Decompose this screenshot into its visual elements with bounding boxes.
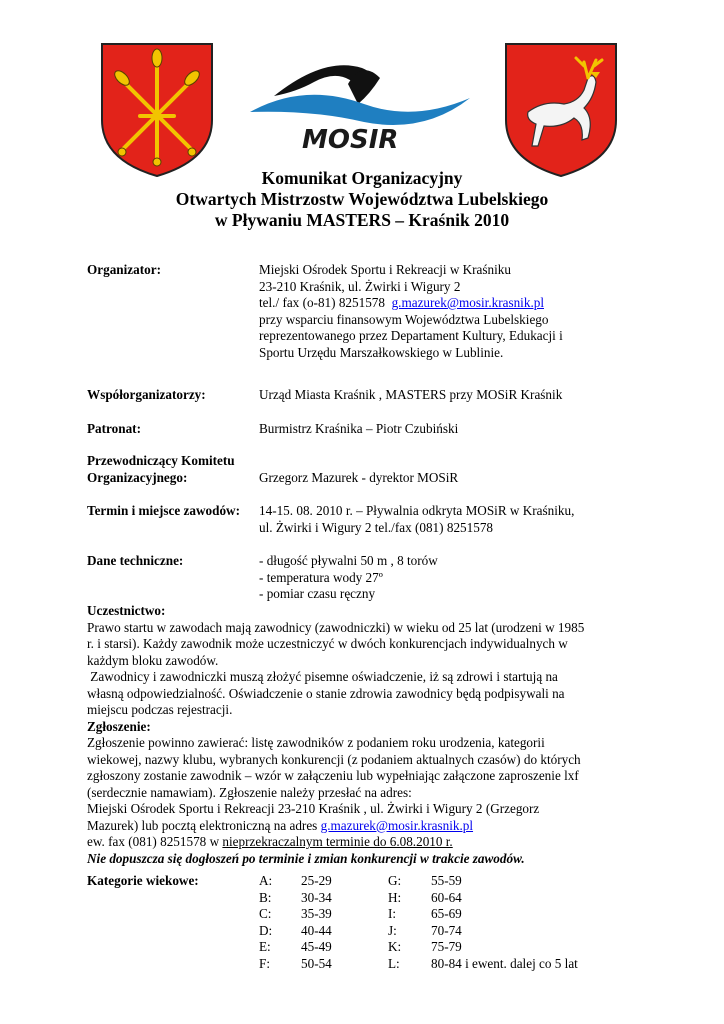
kategoria-cell: I: (388, 906, 397, 922)
patronat-value: Burmistrz Kraśnika – Piotr Czubiński (259, 421, 459, 436)
uczestnictwo-line: Prawo startu w zawodach mają zawodnicy (zawodniczki) w wieku od 25 lat (urodzeni w 1985 (87, 619, 585, 635)
organizator-tel: tel./ fax (o-81) 8251578 (259, 295, 385, 310)
zgloszenie-line: (serdecznie namawiam). Zgłoszenie należy przesłać na adres: (87, 784, 412, 800)
title-line-1: Komunikat Organizacyjny (261, 168, 463, 188)
kategoria-cell: B: (259, 889, 272, 905)
przewodniczacy-label (87, 453, 235, 486)
document-title (0, 168, 724, 231)
title-line-2: Otwartych Mistrzostw Województwa Lubelskiego (175, 189, 549, 209)
organizator-line: przy wsparciu finansowym Województwa Lubelskiego (259, 311, 549, 327)
kategoria-cell: C: (259, 906, 272, 922)
dane-label: Dane techniczne: (87, 553, 184, 568)
zgloszenie-email-link[interactable]: g.mazurek@mosir.krasnik.pl (320, 817, 474, 833)
termin-label: Termin i miejsce zawodów: (87, 503, 240, 518)
kategoria-cell: 45-49 (301, 939, 332, 955)
termin-line: ul. Żwirki i Wigury 2 tel./fax (081) 8251578 (259, 519, 494, 535)
zgloszenie-line: Miejski Ośrodek Sportu i Rekreacji 23-210 Kraśnik , ul. Żwirki i Wigury 2 (Grzegorz (87, 801, 540, 816)
kategoria-cell: 75-79 (431, 939, 462, 955)
organizator-contact (259, 295, 563, 312)
kategoria-cell: 55-59 (431, 873, 462, 888)
dane-line: - pomiar czasu ręczny (259, 586, 376, 601)
patronat-label: Patronat: (87, 421, 141, 436)
kategoria-cell: 35-39 (301, 906, 332, 922)
wspolorganizatorzy-value: Urząd Miasta Kraśnik , MASTERS przy MOSiR Kraśnik (259, 387, 563, 402)
przewodniczacy-label-line: Organizacyjnego: (87, 469, 188, 485)
kategoria-cell: F: (259, 956, 270, 971)
przewodniczacy-label-line: Przewodniczący Komitetu (87, 453, 235, 468)
kategoria-cell: G: (388, 873, 402, 888)
termin-line: 14-15. 08. 2010 r. – Pływalnia odkryta MOSiR w Kraśniku, (259, 503, 575, 518)
kategoria-cell: E: (259, 939, 271, 955)
kategoria-cell: 60-64 (431, 889, 462, 905)
organizator-line: 23-210 Kraśnik, ul. Żwirki i Wigury 2 (259, 278, 461, 294)
uczestnictwo-line: r. i starsi). Każdy zawodnik może uczestniczyć w dwóch konkurencjach indywidualnych w (87, 636, 568, 651)
kategoria-cell: L: (388, 956, 400, 971)
organizator-line: reprezentowanego przez Departament Kultury, Edukacji i (259, 328, 563, 343)
lubelskie-coat-of-arms-icon (504, 42, 618, 178)
przewodniczacy-value: Grzegorz Mazurek - dyrektor MOSiR (259, 470, 459, 485)
krasnik-coat-of-arms-icon (100, 42, 214, 178)
zgloszenie-line: Zgłoszenie powinno zawierać: listę zawodników z podaniem roku urodzenia, kategorii (87, 735, 545, 750)
organizator-value (259, 262, 563, 361)
zgloszenie-line: zgłoszony zostanie zawodnik – wzór w załączeniu lub wypełniając załączone zaproszenie lxf (87, 768, 579, 783)
dane-value (259, 553, 438, 603)
zgloszenie-line: wiekowej, nazwy klubu, wybranych konkurencji (z podaniem aktualnych czasów) do których (87, 751, 581, 767)
zgloszenie-fax-prefix: ew. fax (081) 8251578 w (87, 834, 223, 849)
kategoria-cell: A: (259, 873, 273, 888)
uczestnictwo-line: każdym bloku zawodów. (87, 652, 219, 668)
zgloszenie-notice: Nie dopuszcza się dogłoszeń po terminie i zmian konkurencji w trakcie zawodów. (87, 850, 525, 866)
kategorie-label: Kategorie wiekowe: (87, 873, 199, 888)
zgloszenie-fax-line (87, 834, 584, 851)
kategoria-cell: J: (388, 922, 397, 938)
kategoria-cell: 50-54 (301, 956, 332, 971)
organizator-line: Sportu Urzędu Marszałkowskiego w Lublinie. (259, 344, 504, 360)
logo-bar (0, 38, 724, 178)
kategoria-cell: H: (388, 889, 402, 905)
svg-text:MOSIR: MOSIR (302, 125, 399, 152)
uczestnictwo-line: własną odpowiedzialność. Oświadczenie o stanie zdrowia zawodnicy będą podpisywali na (87, 685, 565, 701)
kategoria-cell: 65-69 (431, 906, 462, 922)
uczestnictwo-line: Zawodnicy i zawodniczki muszą złożyć pisemne oświadczenie, iż są zdrowi i startują na (87, 669, 558, 684)
zgloszenie-mail-line (87, 818, 584, 835)
uczestnictwo-heading: Uczestnictwo: (87, 603, 166, 618)
uczestnictwo-line: miejscu podczas rejestracji. (87, 702, 233, 717)
zgloszenie-deadline: nieprzekraczalnym terminie do 6.08.2010 r. (222, 834, 453, 849)
kategoria-cell: 70-74 (431, 922, 462, 938)
termin-value (259, 503, 574, 536)
kategoria-cell: 40-44 (301, 922, 332, 938)
dane-line: - temperatura wody 27º (259, 569, 383, 585)
zgloszenie-heading: Zgłoszenie: (87, 718, 151, 734)
organizator-email-link[interactable]: g.mazurek@mosir.krasnik.pl (391, 295, 544, 310)
title-line-3: w Pływaniu MASTERS – Kraśnik 2010 (214, 210, 510, 230)
body-text (87, 603, 584, 867)
kategoria-cell: K: (388, 939, 402, 955)
zgloszenie-mail-prefix: Mazurek) lub pocztą elektroniczną na adres (87, 817, 321, 833)
mosir-logo-icon (244, 52, 474, 152)
dane-line: - długość pływalni 50 m , 8 torów (259, 553, 438, 568)
organizator-label: Organizator: (87, 262, 161, 277)
kategoria-cell: 30-34 (301, 889, 332, 905)
kategoria-cell: D: (259, 922, 273, 938)
wspolorganizatorzy-label: Współorganizatorzy: (87, 387, 206, 402)
kategoria-cell: 80-84 i ewent. dalej co 5 lat (431, 956, 578, 971)
kategoria-cell: 25-29 (301, 873, 332, 888)
organizator-line: Miejski Ośrodek Sportu i Rekreacji w Kraśniku (259, 262, 511, 277)
